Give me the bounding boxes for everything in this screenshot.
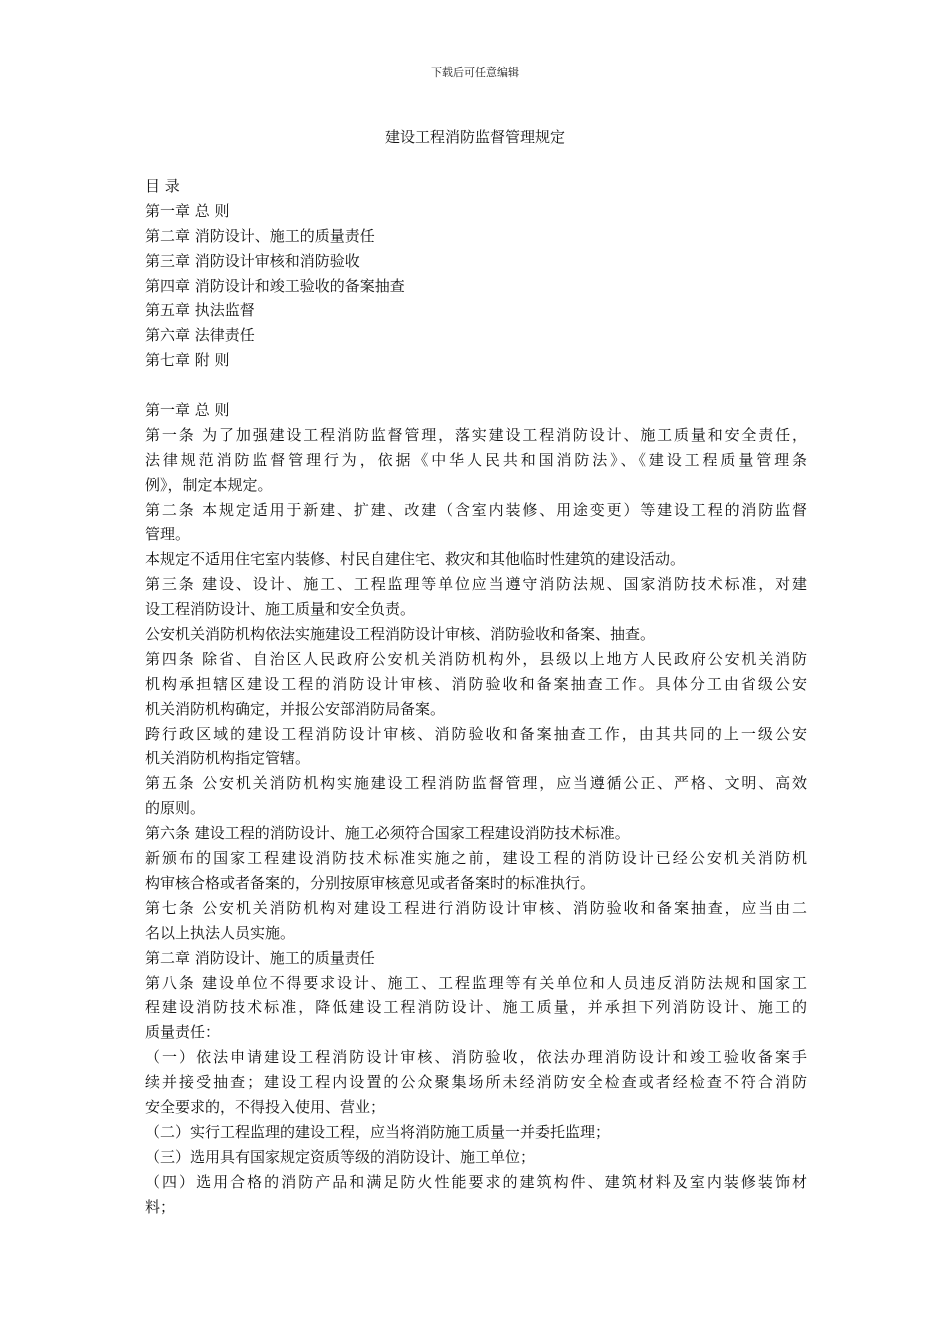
text-line: 第三条 建设、设计、施工、工程监理等单位应当遵守消防法规、国家消防技术标准，对建	[145, 575, 807, 594]
text-line: 第四章 消防设计和竣工验收的备案抽查	[145, 276, 405, 295]
text-line: 新颁布的国家工程建设消防技术标准实施之前，建设工程的消防设计已经公安机关消防机	[145, 849, 807, 868]
text-line: 程建设消防技术标准，降低建设工程消防设计、施工质量，并承担下列消防设计、施工的	[145, 998, 807, 1017]
text-line: 第一条 为了加强建设工程消防监督管理，落实建设工程消防设计、施工质量和安全责任，	[145, 425, 807, 444]
text-line: 第七章 附 则	[145, 351, 230, 370]
text-line: （一）依法申请建设工程消防设计审核、消防验收，依法办理消防设计和竣工验收备案手	[145, 1048, 807, 1067]
text-line: 目 录	[145, 177, 180, 195]
text-line: 跨行政区域的建设工程消防设计审核、消防验收和备案抽查工作，由其共同的上一级公安	[145, 724, 807, 743]
text-line: 构审核合格或者备案的，分别按原审核意见或者备案时的标准执行。	[145, 873, 596, 892]
text-line: 管理。	[145, 525, 191, 544]
text-line: 第三章 消防设计审核和消防验收	[145, 251, 360, 270]
text-line: 机关消防机构确定，并报公安部消防局备案。	[145, 699, 446, 718]
text-line: 安全要求的，不得投入使用、营业；	[145, 1097, 386, 1116]
text-line: 第二章 消防设计、施工的质量责任	[145, 948, 375, 967]
text-line: 第一章 总 则	[145, 201, 230, 220]
text-line: 设工程消防设计、施工质量和安全负责。	[145, 600, 416, 619]
text-line: 料；	[145, 1197, 176, 1216]
text-line: 第六条 建设工程的消防设计、施工必须符合国家工程建设消防技术标准。	[145, 824, 630, 843]
text-line: 本规定不适用住宅室内装修、村民自建住宅、救灾和其他临时性建筑的建设活动。	[145, 550, 686, 569]
text-line: 第六章 法律责任	[145, 326, 255, 345]
text-line: 第一章 总 则	[145, 401, 230, 420]
text-line: 第四条 除省、自治区人民政府公安机关消防机构外，县级以上地方人民政府公安机关消防	[145, 649, 807, 668]
document-body	[145, 174, 807, 1219]
text-line: 续并接受抽查；建设工程内设置的公众聚集场所未经消防安全检查或者经检查不符合消防	[145, 1073, 807, 1092]
text-line: 第八条 建设单位不得要求设计、施工、工程监理等有关单位和人员违反消防法规和国家工	[145, 973, 807, 992]
text-line: 第二章 消防设计、施工的质量责任	[145, 226, 375, 245]
text-line: 机构承担辖区建设工程的消防设计审核、消防验收和备案抽查工作。具体分工由省级公安	[145, 674, 807, 693]
blank-line	[145, 373, 807, 398]
text-line: 名以上执法人员实施。	[145, 923, 296, 942]
text-line: 公安机关消防机构依法实施建设工程消防设计审核、消防验收和备案、抽查。	[145, 625, 656, 644]
text-line: （三）选用具有国家规定资质等级的消防设计、施工单位；	[145, 1147, 536, 1166]
text-line: 第二条 本规定适用于新建、扩建、改建（含室内装修、用途变更）等建设工程的消防监督	[145, 500, 807, 519]
text-line: （二）实行工程监理的建设工程，应当将消防施工质量一并委托监理；	[145, 1122, 611, 1141]
text-line: 法律规范消防监督管理行为，依据《中华人民共和国消防法》、《建设工程质量管理条	[145, 450, 807, 469]
text-line: 第七条 公安机关消防机构对建设工程进行消防设计审核、消防验收和备案抽查，应当由二	[145, 898, 807, 917]
document-title: 建设工程消防监督管理规定	[384, 128, 565, 146]
text-line: 质量责任：	[145, 1023, 221, 1042]
text-line: 例》，制定本规定。	[145, 475, 273, 494]
text-line: 机关消防机构指定管辖。	[145, 749, 311, 768]
text-line: 的原则。	[145, 799, 206, 818]
text-line: （四）选用合格的消防产品和满足防火性能要求的建筑构件、建筑材料及室内装修装饰材	[145, 1172, 807, 1191]
text-line: 第五章 执法监督	[145, 301, 255, 320]
text-line: 第五条 公安机关消防机构实施建设工程消防监督管理，应当遵循公正、严格、文明、高效	[145, 774, 807, 793]
page-header-note: 下载后可任意编辑	[431, 66, 519, 79]
